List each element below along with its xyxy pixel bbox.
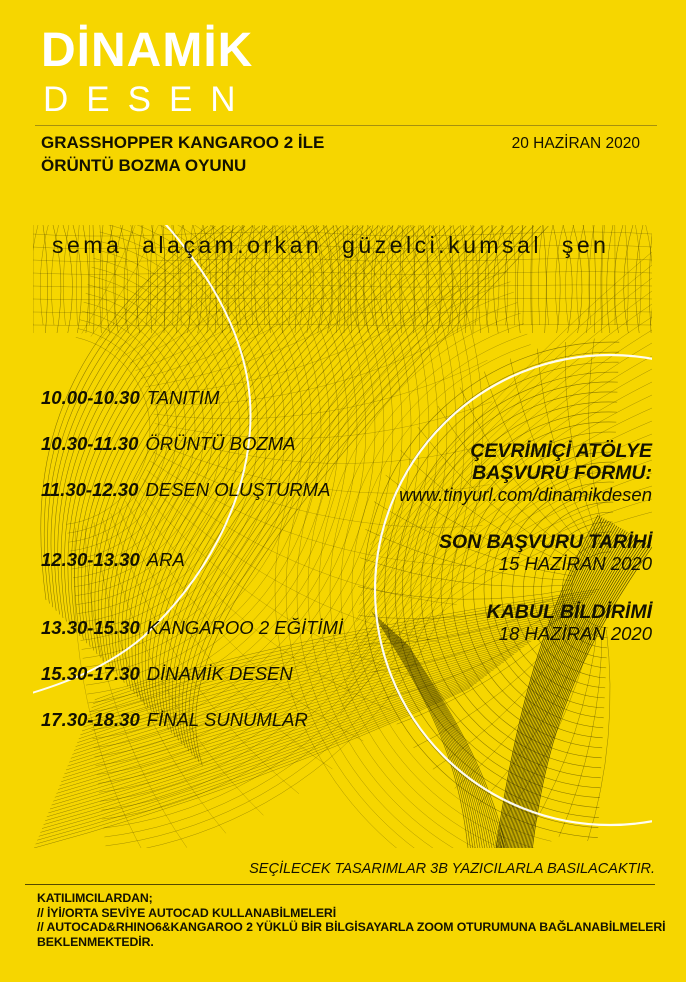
poster-subtitle [41, 131, 324, 177]
application-form-heading-line1: ÇEVRİMİÇİ ATÖLYE [470, 440, 652, 462]
acceptance-heading: KABUL BİLDİRİMİ [486, 601, 652, 623]
poster-title-line1: DİNAMİK [41, 24, 254, 77]
schedule-time: 13.30-15.30 [41, 617, 140, 638]
requirement-line: // AUTOCAD&RHINO6&KANGAROO 2 YÜKLÜ BİR BİLGİSAYARLA ZOOM OTURUMUNA BAĞLANABİLMELERİ [37, 920, 666, 935]
print-note: SEÇİLECEK TASARIMLAR 3B YAZICILARLA BASILACAKTIR. [249, 861, 655, 877]
authors-line: sema alaçam.orkan güzelci.kumsal şen [52, 232, 610, 258]
poster-title-line2: DESEN [43, 80, 254, 119]
schedule-row [41, 549, 185, 571]
requirements-text [37, 891, 665, 949]
schedule-time: 10.30-11.30 [41, 433, 139, 454]
schedule-row [41, 479, 330, 501]
schedule-row [41, 617, 343, 639]
schedule-label: ÖRÜNTÜ BOZMA [145, 433, 296, 454]
schedule-row [41, 387, 219, 409]
subtitle-line2: ÖRÜNTÜ BOZMA OYUNU [41, 156, 247, 175]
requirement-line: // İYİ/ORTA SEVİYE AUTOCAD KULLANABİLMELERİ [37, 905, 337, 920]
event-date: 20 HAZİRAN 2020 [511, 135, 640, 152]
schedule-label: KANGAROO 2 EĞİTİMİ [146, 617, 344, 638]
schedule-row [41, 709, 308, 731]
schedule-label: ARA [146, 549, 185, 570]
schedule-time: 17.30-18.30 [41, 709, 140, 730]
subtitle-line1: GRASSHOPPER KANGAROO 2 İLE [41, 133, 325, 152]
schedule-time: 11.30-12.30 [41, 479, 139, 500]
deadline-heading: SON BAŞVURU TARİHİ [438, 531, 652, 553]
acceptance-date: 18 HAZİRAN 2020 [498, 623, 652, 644]
schedule-time: 12.30-13.30 [41, 549, 140, 570]
schedule-row [41, 663, 293, 685]
schedule-label: FİNAL SUNUMLAR [146, 709, 308, 730]
schedule-row [41, 433, 295, 455]
footer-divider [25, 884, 655, 885]
schedule-label: TANITIM [146, 387, 220, 408]
schedule-time: 10.00-10.30 [41, 387, 140, 408]
application-form-url: www.tinyurl.com/dinamikdesen [399, 484, 652, 505]
requirement-line: BEKLENMEKTEDİR. [37, 934, 154, 949]
requirement-line: KATILIMCILARDAN; [37, 891, 153, 905]
application-form-heading-line2: BAŞVURU FORMU: [472, 462, 652, 484]
schedule-label: DESEN OLUŞTURMA [145, 479, 331, 500]
schedule-label: DİNAMİK DESEN [146, 663, 293, 684]
deadline-date: 15 HAZİRAN 2020 [498, 553, 652, 574]
schedule-time: 15.30-17.30 [41, 663, 140, 684]
header-divider [35, 125, 657, 126]
